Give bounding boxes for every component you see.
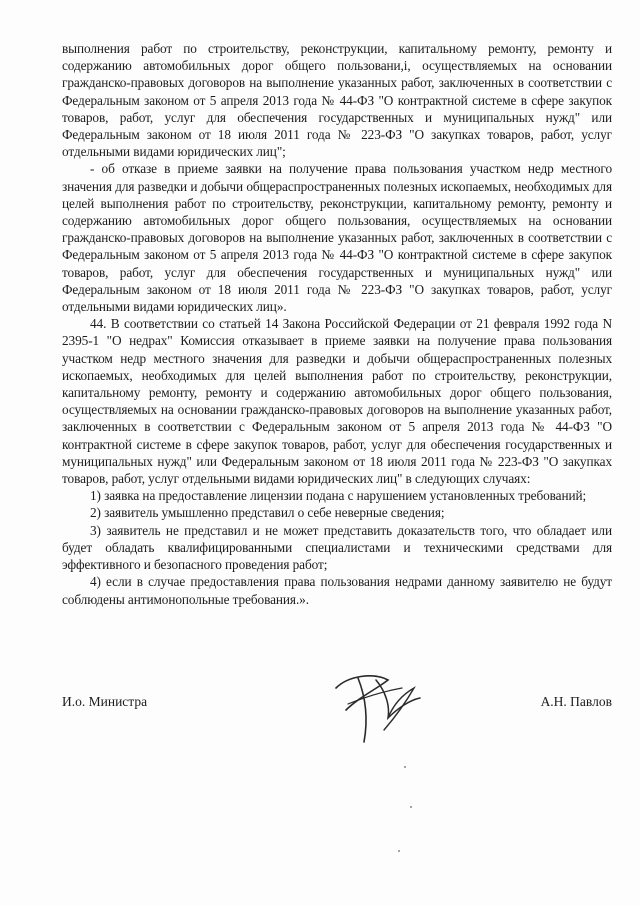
document-body [62, 40, 612, 608]
list-item-4: 4) если в случае предоставления права пользования недрами данному заявителю не будут соблюдены антимонопольные требования.». [62, 574, 612, 607]
paragraph-refusal-clause: - об отказе в приеме заявки на получение права пользования участком недр местного значения для разведки и добычи общераспространенных полезных ископаемых, необходимых для целей выполнения работ по строительству, реконструкции, капитальному ремонту, ремонту и содержанию автомобильных дорог общего пользования, осуществляемых на основании гражданско-правовых договоров на выполнение указанных работ, заключенных в соответствии с Федеральным законом от 5 апреля 2013 года № 44-ФЗ "О контрактной системе в сфере закупок товаров, работ, услуг для обеспечения государственных и муниципальных нужд" или Федеральным законом от 18 июля 2011 года № 223-ФЗ "О закупках товаров, работ, услуг отдельными видами юридических лиц». [62, 161, 612, 315]
scan-speck [404, 766, 406, 768]
list-item-3: 3) заявитель не представил и не может представить доказательств того, что обладает или будет обладать квалифицированными специалистами и техническими средствами для эффективного и безопасного проведения работ; [62, 522, 612, 573]
paragraph-44: 44. В соответствии со статьей 14 Закона Российской Федерации от 21 февраля 1992 года N 2395-1 "О недрах" Комиссия отказывает в приеме заявки на получение права пользования участком недр местного значения для разведки и добычи общераспространенных полезных ископаемых, необходимых для целей выполнения работ по строительству, реконструкции, капитальному ремонту, ремонту и содержанию автомобильных дорог общего пользования, осуществляемых на основании гражданско-правовых договоров на выполнение указанных работ, заключенных в соответствии с Федеральным законом от 5 апреля 2013 года № 44-ФЗ "О контрактной системе в сфере закупок товаров, работ, услуг для обеспечения государственных и муниципальных нужд" или Федеральным законом от 18 июля 2011 года № 223-ФЗ "О закупках товаров, работ, услуг отдельными видами юридических лиц" в следующих случаях: [62, 316, 612, 487]
signer-name: А.Н. Павлов [540, 694, 612, 709]
paragraph-continuation: выполнения работ по строительству, реконструкции, капитальному ремонту, ремонту и содержанию автомобильных дорог общего пользовани,i, осуществляемых на основании гражданско-правовых договоров на выполнение указанных работ, заключенных в соответствии с Федеральным законом от 5 апреля 2013 года № 44-ФЗ "О контрактной системе в сфере закупок товаров, работ, услуг для обеспечения государственных и муниципальных нужд" или Федеральным законом от 18 июля 2011 года № 223-ФЗ "О закупках товаров, работ, услуг отдельными видами юридических лиц"; [62, 41, 612, 160]
scan-speck [398, 850, 400, 852]
handwritten-signature [318, 658, 438, 750]
list-item-2: 2) заявитель умышленно представил о себе неверные сведения; [90, 505, 445, 521]
list-item-1: 1) заявка на предоставление лицензии подана с нарушением установленных требований; [90, 488, 587, 504]
signer-position: И.о. Министра [62, 694, 148, 709]
scan-speck [410, 806, 412, 808]
